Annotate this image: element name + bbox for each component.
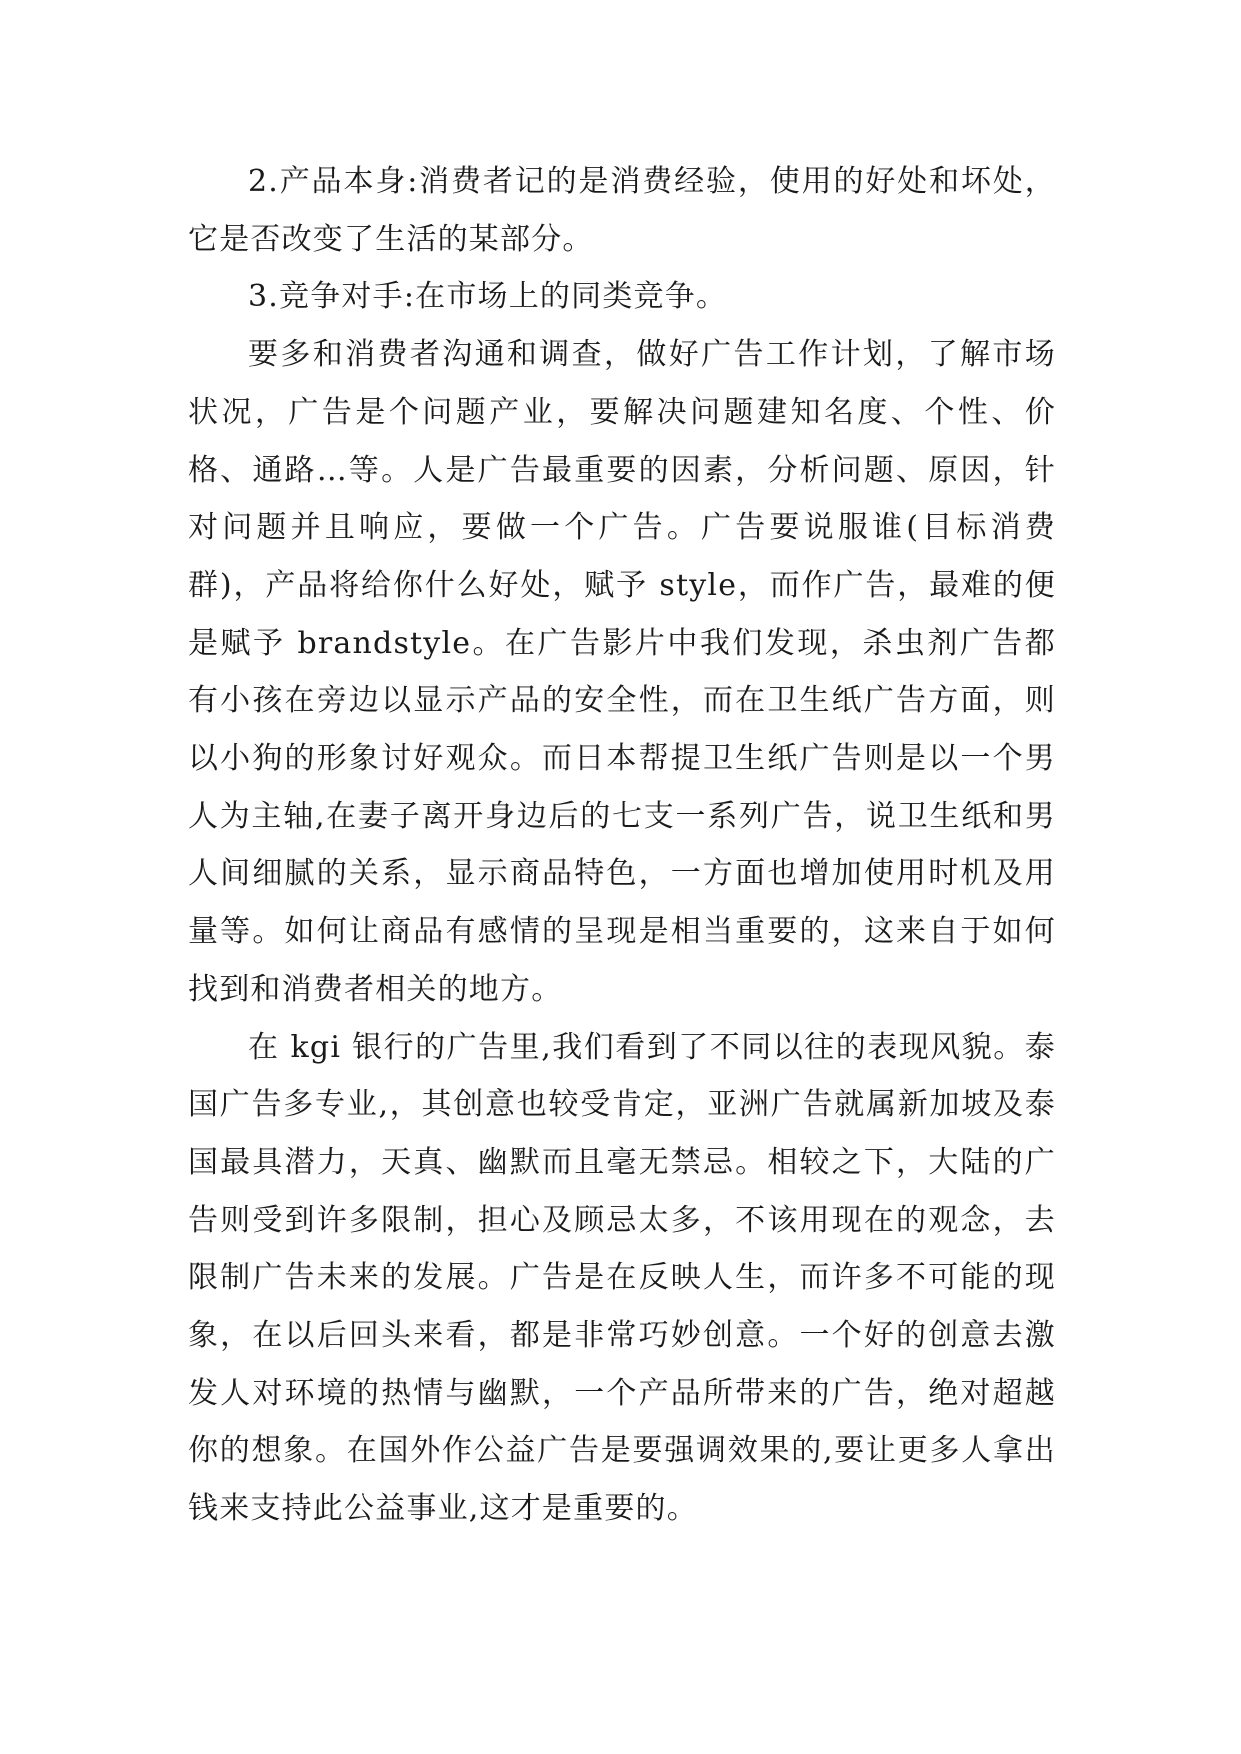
paragraph-kgi-bank-ads: 在 kgi 银行的广告里,我们看到了不同以往的表现风貌。泰国广告多专业,，其创意也较受肯定，亚洲广告就属新加坡及泰国最具潜力，天真、幽默而且毫无禁忌。相较之下，大陆的广告则受到许多限制，担心及顾忌太多，不该用现在的观念，去限制广告未来的发展。广告是在反映人生，而许多不可能的现象，在以后回头来看，都是非常巧妙创意。一个好的创意去激发人对环境的热情与幽默，一个产品所带来的广告，绝对超越你的想象。在国外作公益广告是要强调效果的,要让更多人拿出钱来支持此公益事业,这才是重要的。 xyxy=(188,1029,1056,1527)
paragraph-competitors: 3.竞争对手:在市场上的同类竞争。 xyxy=(248,279,728,315)
paragraph-consumer-communication: 要多和消费者沟通和调查，做好广告工作计划，了解市场状况，广告是个问题产业，要解决问题建知名度、个性、价格、通路…等。人是广告最重要的因素，分析问题、原因，针对问题并且响应，要做一个广告。广告要说服谁(目标消费群)，产品将给你什么好处，赋予 style，而作广告，最难的便是赋予 brandstyle。在广告影片中我们发现，杀虫剂广告都有小孩在旁边以显示产品的安全性，而在卫生纸广告方面，则以小狗的形象讨好观众。而日本帮提卫生纸广告则是以一个男人为主轴,在妻子离开身边后的七支一系列广告，说卫生纸和男人间细腻的关系，显示商品特色，一方面也增加使用时机及用量等。如何让商品有感情的呈现是相当重要的，这来自于如何找到和消费者相关的地方。 xyxy=(188,337,1056,1007)
document-body xyxy=(188,153,1056,1538)
paragraph-product-itself: 2.产品本身:消费者记的是消费经验，使用的好处和坏处，它是否改变了生活的某部分。 xyxy=(188,164,1056,257)
